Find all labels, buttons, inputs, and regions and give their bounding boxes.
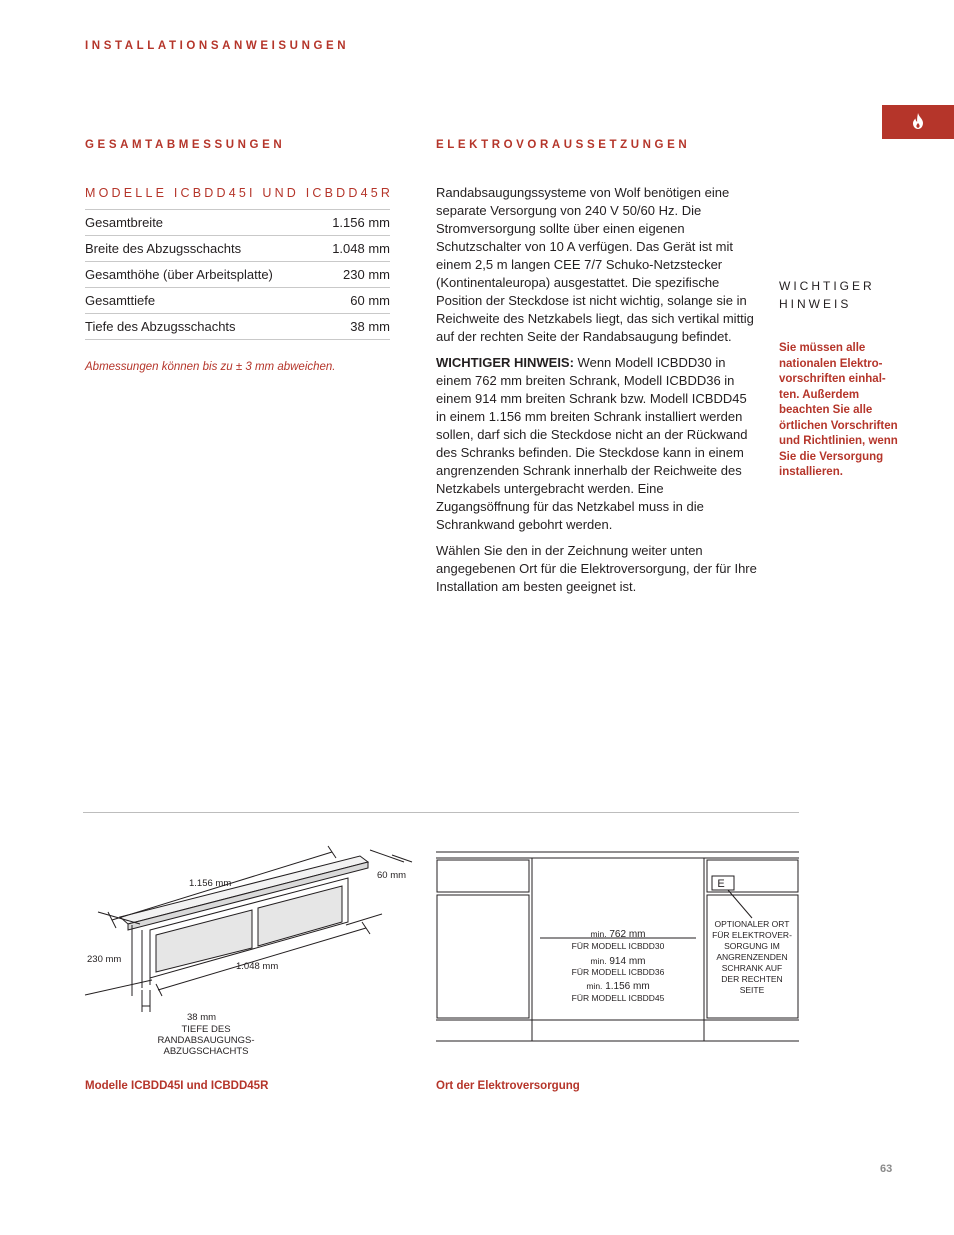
dimension-label: Breite des Abzugsschachts xyxy=(85,236,318,262)
countertop-edge-back xyxy=(346,914,382,925)
dimension-label: Gesamttiefe xyxy=(85,288,318,314)
min-prefix-1: min. xyxy=(590,929,607,939)
page-number: 63 xyxy=(880,1163,893,1175)
optional-location-line: FÜR ELEKTROVER- xyxy=(712,930,792,940)
min-size-2: 914 mm xyxy=(609,956,646,967)
label-shaft-desc-3: ABZUGSCHACHTS xyxy=(163,1046,249,1057)
svg-text:min. 914 mm xyxy=(591,956,646,967)
svg-text:min. 1.156 mm xyxy=(586,981,649,992)
dimension-value: 1.156 mm xyxy=(318,210,390,236)
sidebar-heading-line-1: WICHTIGER xyxy=(779,279,875,293)
min-size-1: 762 mm xyxy=(609,929,646,940)
svg-text:min. 762 mm xyxy=(591,929,646,940)
models-heading: MODELLE ICBDD45I UND ICBDD45R xyxy=(85,186,394,200)
outlet-letter: E xyxy=(717,878,725,890)
dimensions-heading: GESAMTABMESSUNGEN xyxy=(85,139,286,151)
dimension-label: Gesamtbreite xyxy=(85,210,318,236)
optional-location-line: SCHRANK AUF xyxy=(721,963,783,973)
figure2-caption: Ort der Elektroversorgung xyxy=(436,1080,580,1092)
optional-location-line: SORGUNG IM xyxy=(724,941,780,951)
label-shaft-desc-1: TIEFE DES xyxy=(181,1024,231,1035)
electrical-heading: ELEKTROVORAUSSETZUNGEN xyxy=(436,139,691,151)
label-width: 1.156 mm xyxy=(189,878,232,889)
figure1-caption: Modelle ICBDD45I und ICBDD45R xyxy=(85,1080,269,1092)
electrical-paragraph-1: Randabsaugungssysteme von Wolf benötigen eine separate Versorgung von 240 V 50/60 Hz. Die Stromversorgung sollte über einen eigenen Schutzschalter von 10 A verfügen. Das Gerät ist mit einem 2,5 m langen CEE 7/7 Schuko-Netzstecker (Kontinentaleuropa) ausgestattet. Die spezifische Position der Steckdose ist nicht wichtig, solange sie in Reichweite des Netzkabels liegt, das sich vertikal mittig auf der rechten Seite der Randabsaugung befindet. xyxy=(436,185,754,344)
dimension-value: 38 mm xyxy=(318,314,390,340)
electrical-paragraph-3: Wählen Sie den in der Zeichnung weiter unten angegebenen Ort für die Elektroversorgung, der für Ihre Installation am besten geeignet ist. xyxy=(436,543,757,594)
dimension-label: Tiefe des Abzugsschachts xyxy=(85,314,318,340)
label-depth: 60 mm xyxy=(377,870,407,881)
label-shaft-depth: 38 mm xyxy=(187,1012,217,1023)
dimension-value: 60 mm xyxy=(318,288,390,314)
model-1: FÜR MODELL ICBDD30 xyxy=(571,941,665,951)
optional-location-line: SEITE xyxy=(739,985,765,995)
label-shaft-width: 1.048 mm xyxy=(236,961,279,972)
model-3: FÜR MODELL ICBDD45 xyxy=(571,993,665,1003)
left-door xyxy=(437,895,529,1018)
label-height: 230 mm xyxy=(87,954,122,965)
sidebar-note: Sie müssen alle nationalen Elektro-vorschriften einhal-ten. Außerdem beachten Sie alle örtlichen Vorschriften und Richtlinien, wenn Sie die Versorgung installieren. xyxy=(779,342,898,478)
sidebar-heading-line-2: HINWEIS xyxy=(779,297,852,311)
tolerance-note: Abmessungen können bis zu ± 3 mm abweichen. xyxy=(85,361,336,373)
dimension-value: 230 mm xyxy=(318,262,390,288)
important-label: WICHTIGER HINWEIS: xyxy=(436,355,574,370)
optional-location-label xyxy=(712,919,792,995)
important-text: Wenn Modell ICBDD30 in einem 762 mm breiten Schrank, Modell ICBDD36 in einem 914 mm breiten Schrank bzw. Modell ICBDD45 in einem 1.156 mm breiten Schrank installiert werden sollen, darf sich die Steckdose nicht an der Rückwand des Schranks befinden. Die Steckdose kann in einem angrenzenden Schrank innerhalb der Reichweite des Netzkabels untergebracht werden. Eine Zugangsöffnung für das Netzkabel muss in die Schrankwand gebohrt werden. xyxy=(436,355,748,532)
left-drawer xyxy=(437,860,529,892)
label-shaft-desc-2: RANDABSAUGUNGS- xyxy=(157,1035,255,1046)
optional-location-line: DER RECHTEN xyxy=(721,974,783,984)
model-2: FÜR MODELL ICBDD36 xyxy=(571,967,665,977)
dimension-value: 1.048 mm xyxy=(318,236,390,262)
optional-location-line: ANGRENZENDEN xyxy=(716,952,788,962)
optional-location-line: OPTIONALER ORT xyxy=(714,919,790,929)
min-prefix-3: min. xyxy=(586,981,603,991)
dimension-label: Gesamthöhe (über Arbeitsplatte) xyxy=(85,262,318,288)
min-size-3: 1.156 mm xyxy=(605,981,650,992)
page-header-title: INSTALLATIONSANWEISUNGEN xyxy=(85,40,350,52)
min-prefix-2: min. xyxy=(590,956,607,966)
